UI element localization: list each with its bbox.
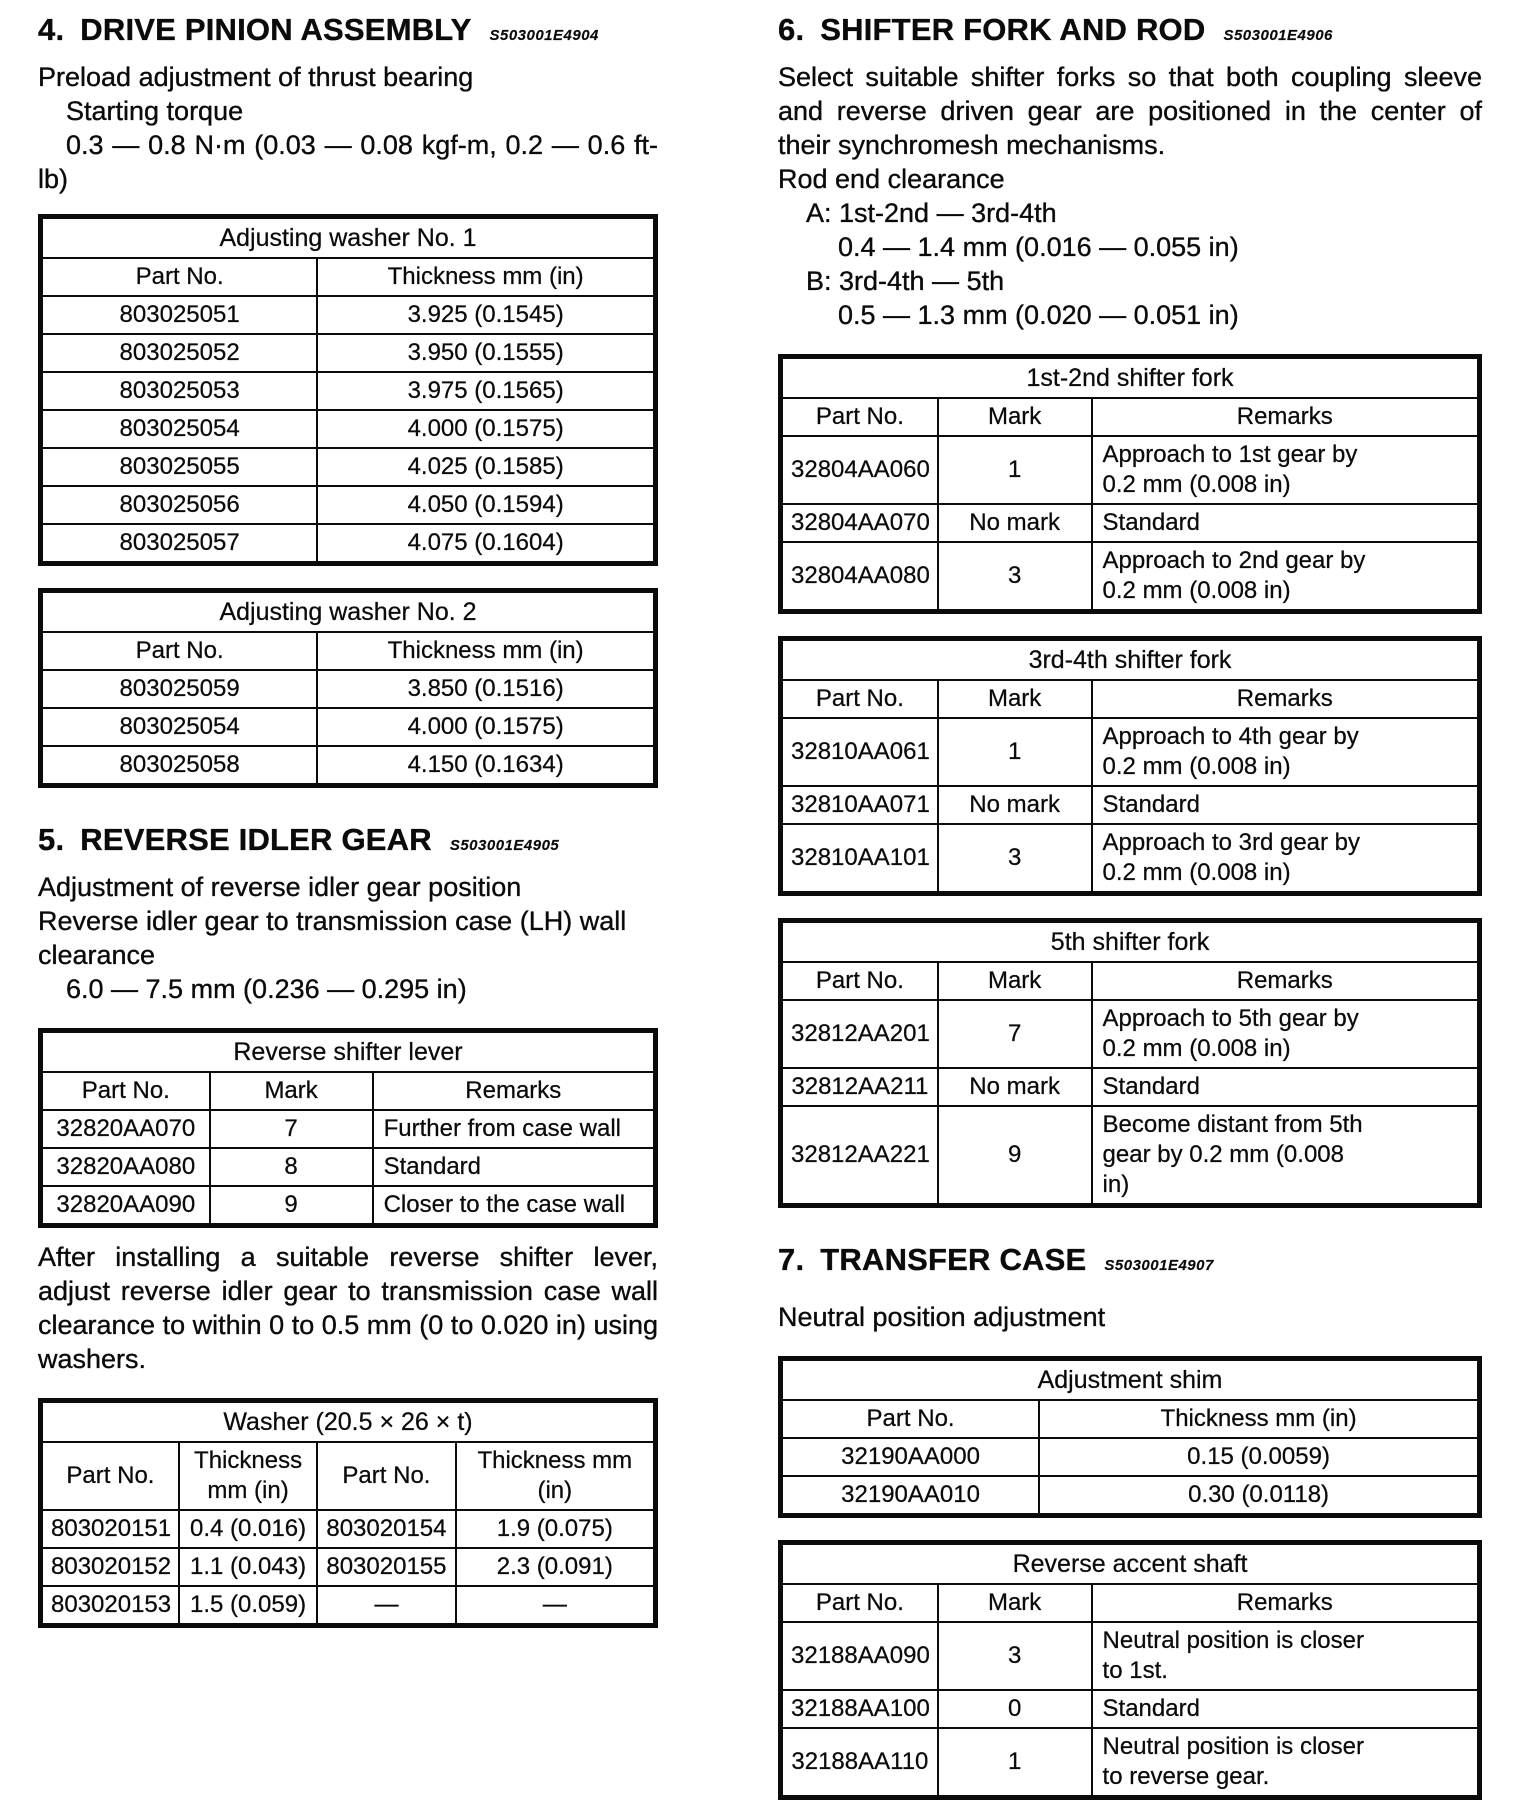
table-cell: 803025054: [41, 708, 318, 746]
reverse-accent-shaft-table: [778, 1540, 1482, 1800]
section-4-title: DRIVE PINION ASSEMBLY: [80, 12, 472, 47]
table-header-row: [781, 1400, 1480, 1438]
table-header-row: [41, 1442, 656, 1510]
table-row: [41, 486, 656, 524]
fork-1st-2nd-table: [778, 354, 1482, 614]
column-header: Part No.: [41, 258, 318, 296]
table-row: [41, 410, 656, 448]
table-cell: 32820AA090: [41, 1186, 210, 1226]
table-cell: 9: [210, 1186, 373, 1226]
table-row: [781, 1476, 1480, 1516]
left-column: [38, 0, 658, 1628]
table-row: [41, 1510, 656, 1548]
table-cell: 32812AA221: [781, 1106, 938, 1206]
table-cell: 3.950 (0.1555): [317, 334, 655, 372]
column-header: Part No.: [41, 632, 318, 670]
table-title-row: [781, 1359, 1480, 1401]
table-cell: Standard: [1092, 1068, 1480, 1106]
starting-torque-spec: 0.3 — 0.8 N·m (0.03 — 0.08 kgf-m, 0.2 — 0.6 ft-lb): [38, 130, 658, 194]
table-cell: 9: [938, 1106, 1092, 1206]
table-row: [781, 786, 1480, 824]
clearance-a-spec: 0.4 — 1.4 mm (0.016 — 0.055 in): [838, 232, 1239, 262]
clearance-a-label: A: 1st-2nd — 3rd-4th: [806, 198, 1057, 228]
table-cell: Closer to the case wall: [373, 1186, 656, 1226]
table-cell: 1: [938, 1728, 1092, 1798]
table-title-row: [781, 357, 1480, 399]
table-title: Adjusting washer No. 1: [41, 217, 656, 259]
table-cell: 803025056: [41, 486, 318, 524]
table-cell: 4.150 (0.1634): [317, 746, 655, 786]
reverse-idler-adjustment-line: Adjustment of reverse idler gear position: [38, 872, 522, 902]
column-header: Part No.: [781, 398, 938, 436]
table-row: [781, 1728, 1480, 1798]
column-header: Thickness mm (in): [1039, 1400, 1479, 1438]
table-row: [41, 746, 656, 786]
starting-torque-line: Starting torque: [66, 96, 244, 126]
table-cell: 4.050 (0.1594): [317, 486, 655, 524]
table-cell: 32810AA071: [781, 786, 938, 824]
table-row: [781, 542, 1480, 612]
table-cell: 32804AA070: [781, 504, 938, 542]
table-cell: 2.3 (0.091): [456, 1548, 656, 1586]
table-cell: 1.5 (0.059): [179, 1586, 317, 1626]
table-title-row: [781, 921, 1480, 963]
table-cell: 803025058: [41, 746, 318, 786]
table-cell: 32820AA070: [41, 1110, 210, 1148]
table-row: [41, 334, 656, 372]
section-5-number: 5.: [38, 822, 65, 857]
reverse-shifter-lever-table: [38, 1028, 658, 1228]
table-header-row: [781, 962, 1480, 1000]
table-title-row: [781, 1543, 1480, 1585]
column-header: Remarks: [1092, 680, 1480, 718]
column-header: Remarks: [1092, 962, 1480, 1000]
table-cell: Neutral position is closer to reverse gear.: [1092, 1728, 1480, 1798]
section-4-heading: [38, 12, 658, 48]
column-header: Thickness mm (in): [317, 258, 655, 296]
table-cell: 32804AA080: [781, 542, 938, 612]
reverse-idler-clearance-spec: 6.0 — 7.5 mm (0.236 — 0.295 in): [66, 974, 467, 1004]
table-header-row: [41, 632, 656, 670]
table-cell: 3.975 (0.1565): [317, 372, 655, 410]
table-title-row: [41, 591, 656, 633]
table-cell: 803020152: [41, 1548, 179, 1586]
fork-3rd-4th-table: [778, 636, 1482, 896]
adjusting-washer-2-table: [38, 588, 658, 788]
column-header: Thickness mm (in): [456, 1442, 656, 1510]
table-cell: Approach to 4th gear by 0.2 mm (0.008 in): [1092, 718, 1480, 786]
table-title: Reverse accent shaft: [781, 1543, 1480, 1585]
table-cell: Standard: [1092, 1690, 1480, 1728]
section-4-code: S503001E4904: [489, 27, 599, 44]
section-4-number: 4.: [38, 12, 65, 47]
table-row: [781, 436, 1480, 504]
column-header: Part No.: [781, 1584, 938, 1622]
table-cell: 803020153: [41, 1586, 179, 1626]
column-header: Part No.: [781, 962, 938, 1000]
table-cell: 803020151: [41, 1510, 179, 1548]
rod-end-clearance-line: Rod end clearance: [778, 164, 1005, 194]
clearance-b-label: B: 3rd-4th — 5th: [806, 266, 1005, 296]
table-cell: 0: [938, 1690, 1092, 1728]
table-cell: Approach to 3rd gear by 0.2 mm (0.008 in): [1092, 824, 1480, 894]
table-row: [781, 504, 1480, 542]
table-cell: Approach to 5th gear by 0.2 mm (0.008 in): [1092, 1000, 1480, 1068]
table-cell: 32812AA201: [781, 1000, 938, 1068]
table-cell: 803025054: [41, 410, 318, 448]
table-title: 3rd-4th shifter fork: [781, 639, 1480, 681]
table-cell: 4.025 (0.1585): [317, 448, 655, 486]
section-7-heading: [778, 1242, 1482, 1278]
table-row: [41, 708, 656, 746]
section-5-title: REVERSE IDLER GEAR: [80, 822, 432, 857]
table-cell: 803025052: [41, 334, 318, 372]
table-cell: 3: [938, 1622, 1092, 1690]
table-title: 5th shifter fork: [781, 921, 1480, 963]
table-cell: 1.1 (0.043): [179, 1548, 317, 1586]
table-cell: Approach to 1st gear by 0.2 mm (0.008 in): [1092, 436, 1480, 504]
table-cell: 4.000 (0.1575): [317, 410, 655, 448]
table-row: [781, 1438, 1480, 1476]
table-header-row: [781, 680, 1480, 718]
column-header: Mark: [938, 962, 1092, 1000]
column-header: Thickness mm (in): [317, 632, 655, 670]
table-cell: 7: [938, 1000, 1092, 1068]
table-cell: 4.075 (0.1604): [317, 524, 655, 564]
table-row: [781, 1068, 1480, 1106]
table-cell: 32190AA000: [781, 1438, 1040, 1476]
table-cell: 32810AA101: [781, 824, 938, 894]
column-header: Mark: [938, 1584, 1092, 1622]
column-header: Remarks: [373, 1072, 656, 1110]
table-title: Reverse shifter lever: [41, 1031, 656, 1073]
column-header: Part No.: [41, 1072, 210, 1110]
after-installing-paragraph: After installing a suitable reverse shifter lever, adjust reverse idler gear to transmission case wall clearance to within 0 to 0.5 mm (0 to 0.020 in) using washers.: [38, 1242, 658, 1374]
table-cell: No mark: [938, 1068, 1092, 1106]
table-cell: 803025051: [41, 296, 318, 334]
column-header: Part No.: [41, 1442, 179, 1510]
table-row: [781, 1000, 1480, 1068]
neutral-position-line: Neutral position adjustment: [778, 1302, 1106, 1332]
table-title-row: [781, 639, 1480, 681]
column-header: Part No.: [317, 1442, 455, 1510]
table-cell: Standard: [373, 1148, 656, 1186]
table-cell: 1.9 (0.075): [456, 1510, 656, 1548]
table-cell: 1: [938, 436, 1092, 504]
table-row: [781, 1622, 1480, 1690]
table-cell: Standard: [1092, 786, 1480, 824]
table-cell: 32812AA211: [781, 1068, 938, 1106]
table-row: [41, 1548, 656, 1586]
section-7-title: TRANSFER CASE: [820, 1242, 1087, 1277]
table-cell: 0.30 (0.0118): [1039, 1476, 1479, 1516]
table-row: [41, 1586, 656, 1626]
table-title-row: [41, 217, 656, 259]
table-cell: 803025059: [41, 670, 318, 708]
table-cell: 4.000 (0.1575): [317, 708, 655, 746]
table-cell: No mark: [938, 786, 1092, 824]
table-cell: 0.15 (0.0059): [1039, 1438, 1479, 1476]
table-cell: 803025053: [41, 372, 318, 410]
table-cell: 32820AA080: [41, 1148, 210, 1186]
table-cell: Neutral position is closer to 1st.: [1092, 1622, 1480, 1690]
table-cell: 3: [938, 542, 1092, 612]
table-cell: 803020155: [317, 1548, 455, 1586]
table-cell: —: [456, 1586, 656, 1626]
section-7-code: S503001E4907: [1104, 1257, 1214, 1274]
table-row: [781, 718, 1480, 786]
adjustment-shim-table: [778, 1356, 1482, 1518]
table-row: [41, 670, 656, 708]
column-header: Mark: [938, 398, 1092, 436]
table-cell: 3.925 (0.1545): [317, 296, 655, 334]
table-cell: 3.850 (0.1516): [317, 670, 655, 708]
table-row: [781, 824, 1480, 894]
table-row: [41, 372, 656, 410]
table-cell: Approach to 2nd gear by 0.2 mm (0.008 in): [1092, 542, 1480, 612]
reverse-idler-clearance-line: Reverse idler gear to transmission case (LH) wall clearance: [38, 906, 627, 970]
column-header: Mark: [210, 1072, 373, 1110]
preload-adjustment-line: Preload adjustment of thrust bearing: [38, 62, 474, 92]
table-header-row: [781, 398, 1480, 436]
section-6-number: 6.: [778, 12, 805, 47]
table-header-row: [41, 258, 656, 296]
section-7-number: 7.: [778, 1242, 805, 1277]
table-cell: 3: [938, 824, 1092, 894]
table-row: [41, 524, 656, 564]
table-cell: 803025057: [41, 524, 318, 564]
table-row: [781, 1106, 1480, 1206]
column-header: Part No.: [781, 1400, 1040, 1438]
washer-table: [38, 1398, 658, 1628]
column-header: Mark: [938, 680, 1092, 718]
table-row: [41, 1148, 656, 1186]
table-cell: Further from case wall: [373, 1110, 656, 1148]
table-row: [41, 1186, 656, 1226]
table-cell: 32810AA061: [781, 718, 938, 786]
table-cell: 32804AA060: [781, 436, 938, 504]
section-5-code: S503001E4905: [449, 837, 560, 854]
table-row: [41, 448, 656, 486]
table-title: 1st-2nd shifter fork: [781, 357, 1480, 399]
table-cell: 803025055: [41, 448, 318, 486]
section-6-title: SHIFTER FORK AND ROD: [820, 12, 1206, 47]
table-cell: 1: [938, 718, 1092, 786]
table-title: Washer (20.5 × 26 × t): [41, 1401, 656, 1443]
table-cell: No mark: [938, 504, 1092, 542]
table-row: [781, 1690, 1480, 1728]
column-header: Thickness mm (in): [179, 1442, 317, 1510]
table-cell: 32188AA100: [781, 1690, 938, 1728]
table-cell: 32188AA090: [781, 1622, 938, 1690]
table-cell: 7: [210, 1110, 373, 1148]
table-header-row: [41, 1072, 656, 1110]
right-column: [778, 0, 1482, 1800]
column-header: Remarks: [1092, 398, 1480, 436]
table-cell: 8: [210, 1148, 373, 1186]
table-row: [41, 1110, 656, 1148]
section-6-heading: [778, 12, 1482, 48]
table-cell: Standard: [1092, 504, 1480, 542]
table-cell: Become distant from 5th gear by 0.2 mm (0.008 in): [1092, 1106, 1480, 1206]
table-cell: 803020154: [317, 1510, 455, 1548]
table-cell: 0.4 (0.016): [179, 1510, 317, 1548]
table-title-row: [41, 1401, 656, 1443]
table-row: [41, 296, 656, 334]
shifter-fork-paragraph: Select suitable shifter forks so that both coupling sleeve and reverse driven gear are positioned in the center of their synchromesh mechanisms.: [778, 62, 1482, 160]
table-title: Adjusting washer No. 2: [41, 591, 656, 633]
column-header: Remarks: [1092, 1584, 1480, 1622]
table-title-row: [41, 1031, 656, 1073]
table-cell: 32190AA010: [781, 1476, 1040, 1516]
table-cell: —: [317, 1586, 455, 1626]
fork-5th-table: [778, 918, 1482, 1208]
table-header-row: [781, 1584, 1480, 1622]
table-cell: 32188AA110: [781, 1728, 938, 1798]
clearance-b-spec: 0.5 — 1.3 mm (0.020 — 0.051 in): [838, 300, 1239, 330]
column-header: Part No.: [781, 680, 938, 718]
adjusting-washer-1-table: [38, 214, 658, 566]
section-5-heading: [38, 822, 658, 858]
section-6-code: S503001E4906: [1223, 27, 1333, 44]
table-title: Adjustment shim: [781, 1359, 1480, 1401]
